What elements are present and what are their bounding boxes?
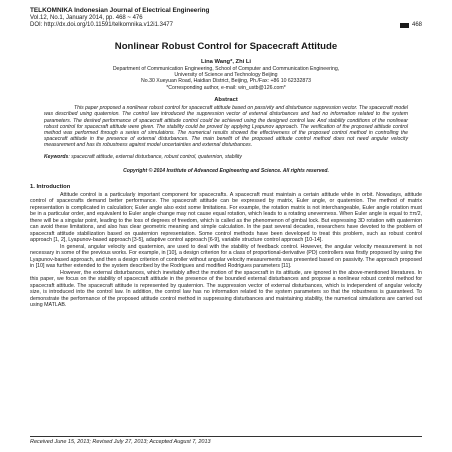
body-paragraph: Attitude control is a particularly important component for spacecrafts. A spacecraft must maintain a certain attitude while in orbit. Nowadays, attitude control of spacecrafts demand better performance. The spacecraft attitude can be expressed by matrix, Euler angle, or quaternion. The method of matrix representation is complicated in calculation; Euler angle also exist some limitations. For example, the rotation matrix is not interchangeable, Euler angle rotation must be in a particular order, and equivalent to Euler angle change may not cause equal rotation, which leads to a rotating unevenness. When Euler angle is equal to ±π/2, there will be a singular point, leading to the loss of degrees of freedom, which is called as the phenomenon of gimbal lock. But expressing 3D rotation with quaternion can avoid these limitations, and also has clear geometric meaning and simple calculation. In the past several decades, researchers have devoted to the problem of spacecraft attitude stabilization based on quaternion representation. Some control methods have been developed to treat this problem, such as robust control approach [1, 2], Lyapunov-based approach [3-5], adaptive control approach [6-9], variable structure control approach [10-14].: [30, 191, 422, 244]
section-heading: 1. Introduction: [30, 183, 71, 190]
footer-divider: [30, 436, 422, 437]
keywords-label: Keywords: [44, 153, 69, 160]
affiliation-line: No.30 Xueyuan Road, Haidian District, Beijing, Ph./Fax: +86 10 62332873: [141, 78, 311, 85]
journal-header: [30, 7, 422, 30]
keywords-list: : spacecraft attitude, external disturbance, robust control, quaternion, stability: [68, 153, 242, 160]
abstract-text: This paper proposed a nonlinear robust control for spacecraft attitude based on passivity and disturbance suppression vector. The spacecraft model was described using quaternion. The control law introduced the suppression vector of external disturbances and had no information related to the system parameters. The desired performance of spacecraft attitude control could be achieved using the designed control law. And stability conditions of the nonlinear robust control for spacecraft attitude were given. The stability could be proved by applying Lyapunov approach. The verification of the proposed attitude control method was performed through a series of simulations. The numerical results showed the effectiveness of the proposed control method in controlling the spacecraft attitude in the presence of external disturbances. The main benefit of the proposed attitude control method does not need angular velocity measurement and has its robustness against model uncertainties and external disturbances.: [44, 105, 408, 149]
affiliation-line: University of Science and Technology Beijing: [174, 71, 278, 78]
page-number: 468: [411, 22, 422, 28]
body-text: [30, 192, 422, 309]
doi-row: [30, 22, 422, 30]
doi-link[interactable]: DOI: http://dx.doi.org/10.11591/telkomnika.v12i1.3477: [30, 22, 173, 28]
abstract-heading: Abstract: [214, 97, 238, 104]
body-paragraph: However, the external disturbances, which inevitably affect the motion of the spacecraft in its attitude, are ignored in the above-mentioned literatures. In this paper, we focus on the stability of spacecraft attitude in the presence of the bounded external disturbances and propose a nonlinear robust control method for spacecraft attitude. The spacecraft attitude is represented by quaternion. The suppression vector of external disturbances, which is independent of angular velocity size, is introduced into the control law. In addition, the control law has no information related to the system parameters so that the robustness is guaranteed. To demonstrate the performance of the proposed attitude control method in suppressing disturbances and maintaining stability, the numerical simulations are carried out using MATLAB.: [30, 269, 422, 309]
journal-logo-icon: [400, 23, 409, 28]
page-number-group: [400, 22, 422, 30]
journal-name: TELKOMNIKA Indonesian Journal of Electrical Engineering: [30, 7, 210, 14]
copyright-notice: Copyright © 2014 Institute of Advanced Engineering and Science. All rights reserved.: [123, 167, 329, 174]
body-paragraph: In general, angular velocity and quaternion, are used to deal with the stability of feedback control. However, the angular velocity measurement is not necessary in some of the previous works. For example, in [10], a design criterion for a class of proportional-derivative (PD) controllers was firstly proposed by using the Lyapunov-based approach, and then a design criterion of controller without angular velocity measurements was presented based on passivity. The approach proposed in [10] was further extended to the system described by the Rodrigues and modified Rodrigues parameters [11].: [30, 243, 422, 270]
volume-line: Vol.12, No.1, January 2014, pp. 468 ~ 476: [30, 14, 143, 21]
received-dates: Received June 15, 2013; Revised July 27, 2013; Accepted August 7, 2013: [30, 439, 211, 445]
affiliation: [30, 66, 422, 92]
keywords: [44, 154, 408, 160]
paper-authors: Lina Wang*, Zhi Li: [200, 58, 252, 65]
corresponding-author: *Corresponding author, e-mail: win_ustb@126.com*: [166, 84, 286, 91]
affiliation-line: Department of Communication Engineering, School of Computer and Communication Engineering,: [112, 65, 340, 72]
paper-title: Nonlinear Robust Control for Spacecraft Attitude: [114, 40, 338, 52]
